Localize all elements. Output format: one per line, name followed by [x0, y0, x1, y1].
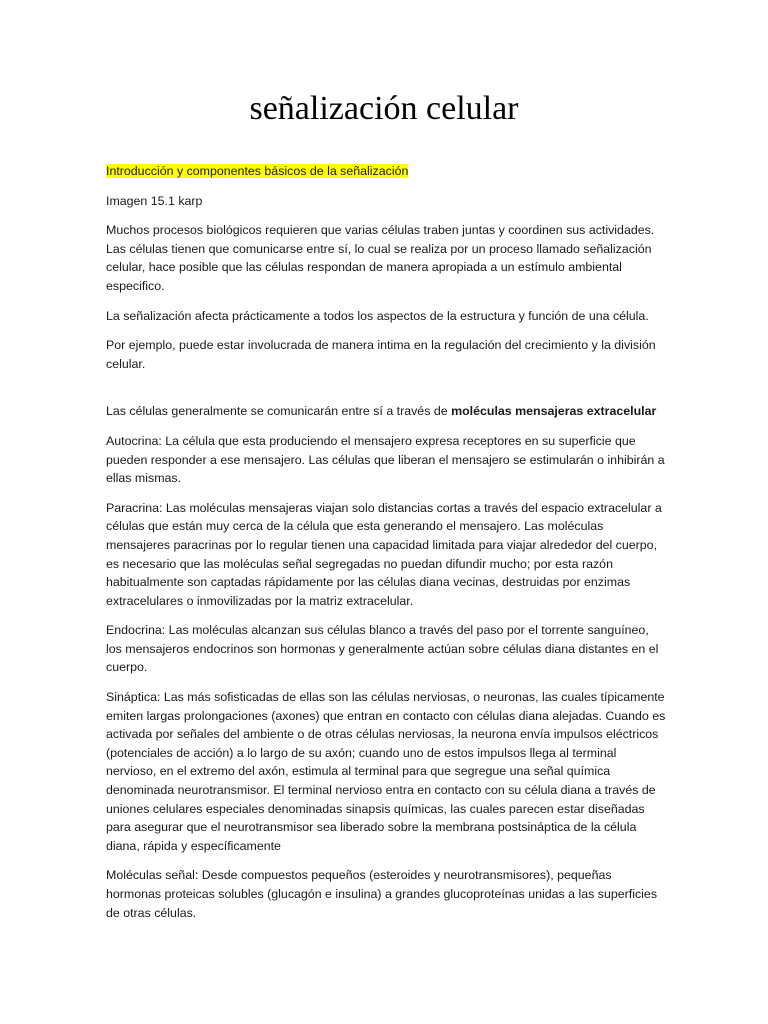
- paragraph-messengers: [106, 402, 666, 421]
- paragraph-autocrina: Autocrina: La célula que esta produciendo el mensajero expresa receptores en su superficie que pueden responder a ese mensajero. Las células que liberan el mensajero se estimularán o inhibirán a ellas mismas.: [106, 433, 665, 486]
- paragraph-example: Por ejemplo, puede estar involucrada de manera intima en la regulación del crecimiento y la división celular.: [106, 338, 656, 371]
- paragraph-intro: Muchos procesos biológicos requieren que varias células traben juntas y coordinen sus actividades. Las células tienen que comunicarse entre sí, lo cual se realiza por un proceso llamado señalización celular, hace posible que las células respondan de manera apropiada a un estímulo ambiental especifico.: [106, 223, 655, 293]
- image-reference: Imagen 15.1 karp: [106, 193, 203, 208]
- document-title: señalización celular: [249, 90, 519, 127]
- blank-line: [106, 384, 666, 402]
- section-heading: [106, 162, 666, 181]
- document-body: [106, 162, 666, 933]
- paragraph-paracrina: Paracrina: Las moléculas mensajeras viajan solo distancias cortas a través del espacio extracelular a células que están muy cerca de la célula que esta generando el mensajero. Las moléculas mensajeres paracrinas por lo regular tienen una capacidad limitada para viajar alrededor del cuerpo, es necesario que las moléculas señal segregadas no puedan difundir mucho; por esta razón habitualmente son captadas rápidamente por las células diana vecinas, destruidas por enzimas extracelulares o inmovilizadas por la matriz extracelular.: [106, 500, 662, 608]
- paragraph-structure: La señalización afecta prácticamente a todos los aspectos de la estructura y función de una célula.: [106, 308, 649, 323]
- paragraph-sinaptica: Sináptica: Las más sofisticadas de ellas son las células nerviosas, o neuronas, las cuales típicamente emiten largas prolongaciones (axones) que entran en contacto con células diana alejadas. Cuando es activada por señales del ambiente o de otras células nerviosas, la neurona envía impulsos eléctricos (potenciales de acción) a lo largo de su axón; cuando uno de estos impulsos llega al terminal nervioso, en el extremo del axón, estimula al terminal para que segregue una señal química denominada neurotransmisor. El terminal nervioso entra en contacto con su célula diana a través de uniones celulares especiales denominadas sinapsis químicas, las cuales parecen estar diseñadas para asegurar que el neurotransmisor sea liberado sobre la membrana postsináptica de la célula diana, rápida y específicamente: [106, 690, 666, 853]
- messengers-lead-text: Las células generalmente se comunicarán entre sí a través de: [106, 404, 452, 419]
- paragraph-endocrina: Endocrina: Las moléculas alcanzan sus células blanco a través del paso por el torrente sanguíneo, los mensajeros endocrinos son hormonas y generalmente actúan sobre células diana distantes en el cuerpo.: [106, 623, 659, 675]
- messengers-bold-term: moléculas mensajeras extracelular: [451, 404, 657, 419]
- paragraph-moleculas-senal: Moléculas señal: Desde compuestos pequeños (esteroides y neurotransmisores), pequeñas hormonas proteicas solubles (glucagón e insulina) a grandes glucoproteínas unidas a las superficies de otras células.: [106, 868, 658, 920]
- highlighted-heading: Introducción y componentes básicos de la señalización: [106, 164, 409, 178]
